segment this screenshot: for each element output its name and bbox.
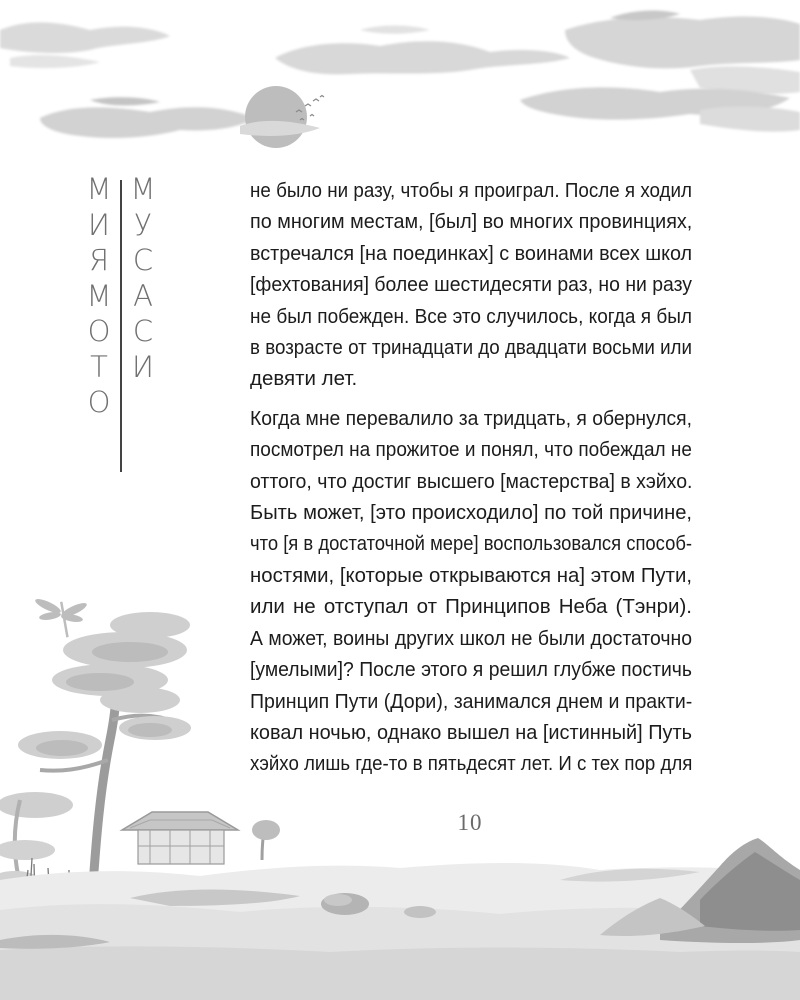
author-letter: Т — [90, 349, 108, 384]
author-first-name-vertical — [84, 172, 114, 421]
author-letter: С — [132, 314, 154, 348]
author-last-name-vertical — [128, 172, 158, 385]
pine-tree — [0, 612, 191, 910]
paragraph — [250, 175, 692, 395]
author-letter: М — [130, 172, 156, 206]
text-line: или не отступал от Принципов Неба (Тэнри). — [250, 595, 692, 619]
text-line: хэйхо лишь где-то в пятьдесят лет. И с тех пор для — [250, 752, 693, 776]
cloud-top-center — [275, 26, 570, 75]
page-number: 10 — [457, 810, 483, 835]
cloud-top-left — [0, 22, 170, 68]
text-line: А может, воины других школ не были достаточно — [250, 626, 693, 650]
text-line: [умелыми]? После этого я решил глубже постичь — [250, 658, 692, 682]
body-text — [250, 175, 692, 780]
author-letter: И — [88, 207, 110, 242]
author-letter: О — [87, 385, 111, 419]
author-letter: О — [87, 314, 111, 348]
author-letter: А — [133, 278, 153, 313]
house — [122, 812, 238, 864]
text-line: посмотрел на прожитое и понял, что побеждал не — [250, 438, 692, 462]
text-line: ковал ночью, однако вышел на [истинный] Путь — [250, 720, 693, 744]
dragonfly-icon — [34, 596, 89, 637]
text-line: что [я в достаточной мере] воспользовался способ- — [250, 532, 693, 556]
cloud-top-right — [565, 11, 800, 95]
author-letter: Я — [88, 243, 110, 277]
author-letter: У — [134, 207, 152, 242]
title-divider — [120, 180, 122, 472]
text-line: не был побежден. Все это случилось, когда я был — [250, 304, 692, 328]
text-line: Когда мне перевалило за тридцать, я обернулся, — [250, 406, 693, 430]
setting-sun — [240, 86, 320, 148]
text-line: Принцип Пути (Дори), занимался днем и практи- — [250, 689, 693, 713]
small-tree — [252, 820, 280, 860]
text-line: встречался [на поединках] с воинами всех школ — [250, 241, 693, 265]
text-line: не было ни разу, чтобы я проиграл. После я ходил — [250, 179, 692, 202]
text-line: девяти лет. — [250, 367, 358, 391]
author-letter: М — [86, 278, 112, 313]
author-letter: М — [86, 172, 112, 206]
author-letter: С — [132, 243, 154, 277]
paragraph — [250, 403, 692, 780]
author-letter: И — [132, 349, 154, 384]
text-line: [фехтования] более шестидесяти раз, но ни разу — [250, 273, 693, 297]
text-line: по многим местам, [был] во многих провинциях, — [250, 210, 693, 234]
text-line: ностями, [которые открываются на] этом Пути, — [250, 563, 693, 587]
text-line: Быть может, [это происходило] по той причине, — [250, 501, 692, 525]
cloud-mid-band — [40, 87, 800, 138]
text-line: оттого, что достиг высшего [мастерства] в хэйхо. — [250, 469, 693, 493]
text-line: в возрасте от тринадцати до двадцати восьми или — [250, 336, 692, 360]
